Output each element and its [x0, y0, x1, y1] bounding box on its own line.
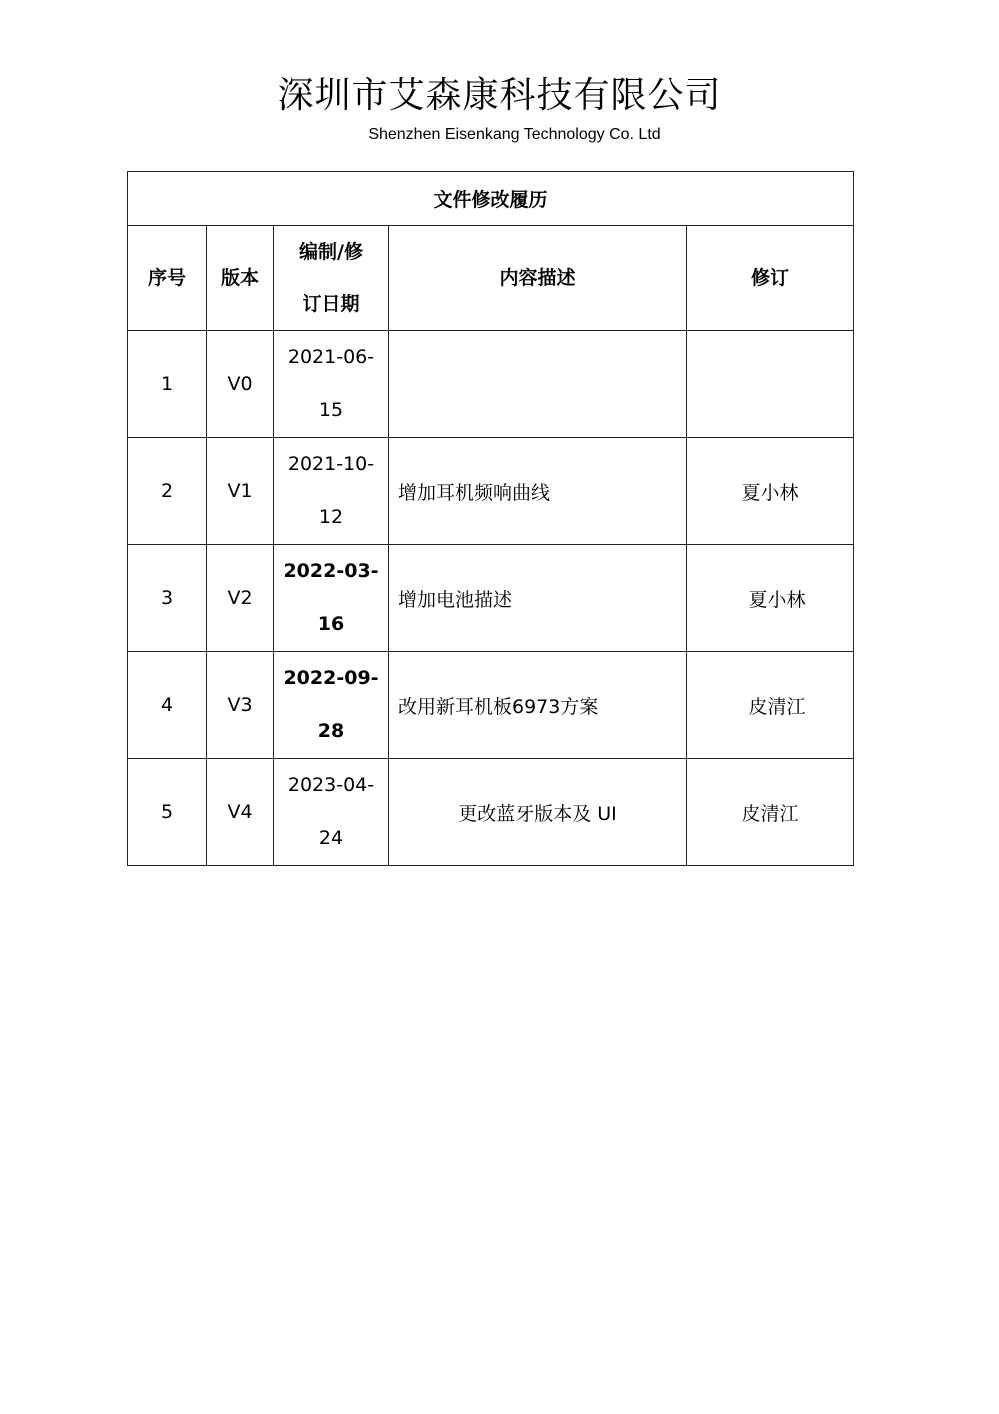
column-header-date-line1: 编制/修	[299, 241, 363, 263]
row-seq: 4	[128, 652, 207, 759]
company-name-cn: 深圳市艾森康科技有限公司	[277, 75, 722, 116]
row-date-line1: 2022-03-	[283, 560, 379, 582]
column-header-date	[274, 226, 389, 331]
row-version: V1	[207, 438, 274, 545]
column-header-description: 内容描述	[389, 226, 687, 331]
row-description: 增加电池描述	[389, 545, 687, 652]
row-date-line2: 12	[318, 506, 344, 528]
row-date-line1: 2022-09-	[283, 667, 379, 689]
row-date-line2: 24	[318, 827, 344, 849]
row-seq: 3	[128, 545, 207, 652]
row-version: V4	[207, 759, 274, 866]
row-reviser: 夏小林	[687, 545, 854, 652]
column-header-seq: 序号	[128, 226, 207, 331]
row-date-line1: 2021-10-	[287, 453, 375, 475]
row-seq: 1	[128, 331, 207, 438]
table-row	[128, 438, 854, 545]
row-date-line2: 28	[317, 720, 345, 742]
row-description: 增加耳机频响曲线	[389, 438, 687, 545]
revision-history-table	[127, 171, 854, 866]
row-date	[274, 759, 389, 866]
table-row	[128, 652, 854, 759]
table-row	[128, 759, 854, 866]
table-row	[128, 545, 854, 652]
company-name-en: Shenzhen Eisenkang Technology Co. Ltd	[368, 126, 661, 143]
row-reviser: 夏小林	[687, 438, 854, 545]
row-version: V3	[207, 652, 274, 759]
table-header-row	[128, 226, 854, 331]
table-row	[128, 331, 854, 438]
row-date	[274, 652, 389, 759]
row-seq: 5	[128, 759, 207, 866]
table-title: 文件修改履历	[128, 172, 854, 226]
row-date-line1: 2023-04-	[287, 774, 375, 796]
row-description: 改用新耳机板6973方案	[389, 652, 687, 759]
row-date-line2: 15	[318, 399, 344, 421]
document-header	[0, 72, 999, 146]
row-date	[274, 545, 389, 652]
row-version: V2	[207, 545, 274, 652]
column-header-date-line2: 订日期	[302, 293, 360, 315]
column-header-version: 版本	[207, 226, 274, 331]
row-reviser: 皮清江	[687, 652, 854, 759]
row-version: V0	[207, 331, 274, 438]
row-reviser	[687, 331, 854, 438]
table-title-row	[128, 172, 854, 226]
row-description	[389, 331, 687, 438]
column-header-reviser: 修订	[687, 226, 854, 331]
row-date	[274, 331, 389, 438]
row-date-line1: 2021-06-	[287, 346, 375, 368]
row-date	[274, 438, 389, 545]
row-date-line2: 16	[317, 613, 345, 635]
row-description: 更改蓝牙版本及 UI	[389, 759, 687, 866]
row-reviser: 皮清江	[687, 759, 854, 866]
row-seq: 2	[128, 438, 207, 545]
